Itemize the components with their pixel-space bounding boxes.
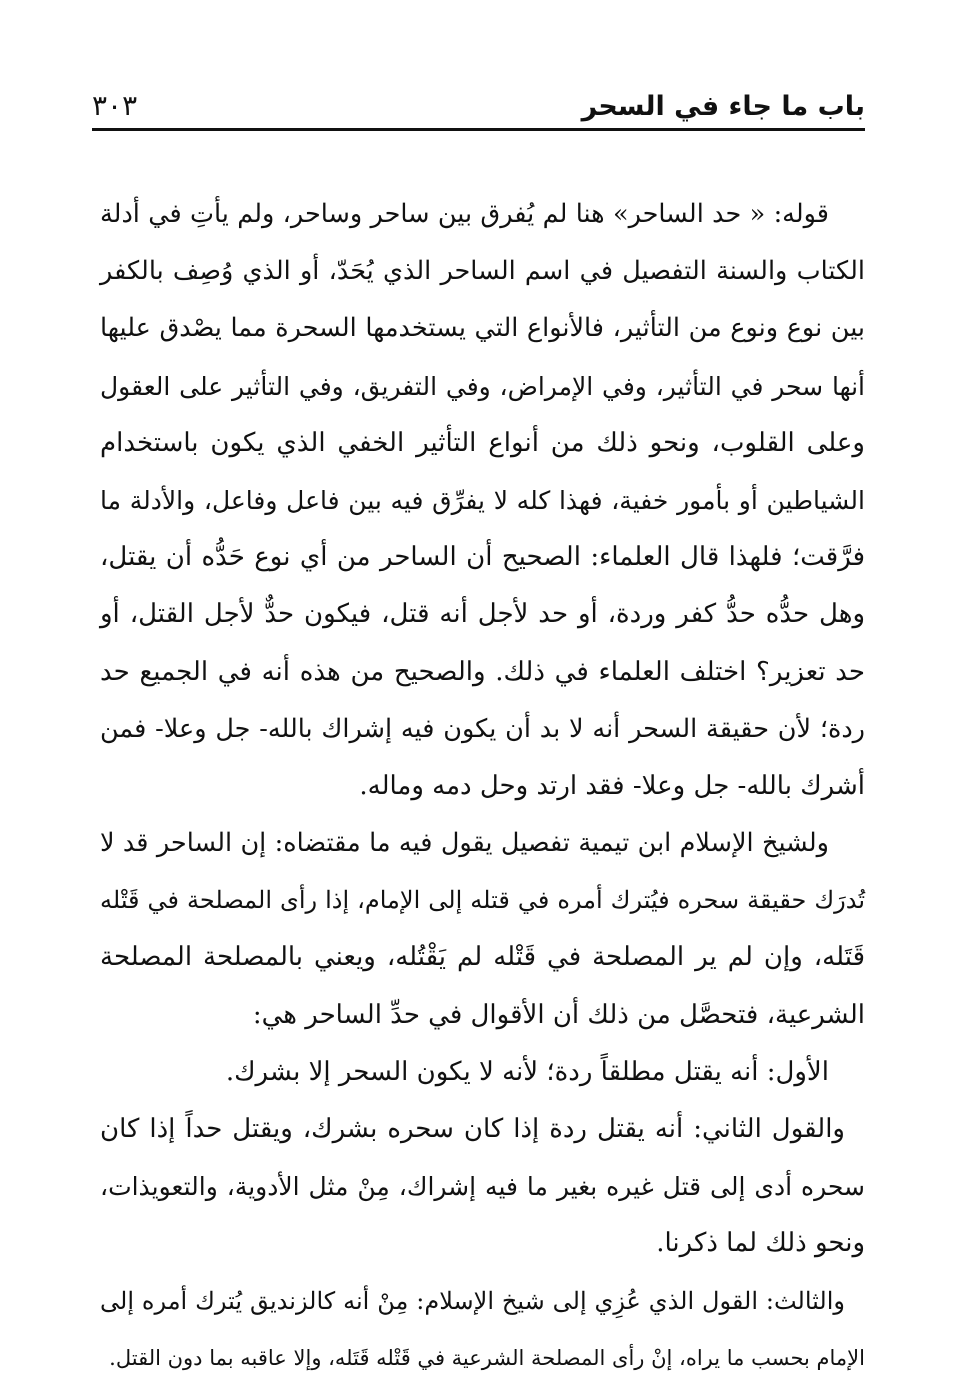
paragraph-2 <box>100 815 865 1044</box>
text-line: ونحو ذلك لما ذكرنا. <box>656 1228 865 1259</box>
text-line: والثالث: القول الذي عُزِي إلى شيخ الإسلام: مِنْ أنه كالزنديق يُترك أمره إلى <box>100 1286 845 1315</box>
text-line: قوله: « حد الساحر» هنا لم يُفرق بين ساحر وساحر، ولم يأتِ في أدلة <box>100 199 829 229</box>
page-number: ٣٠٣ <box>92 89 138 122</box>
text-line: ردة؛ لأن حقيقة السحر أنه لا بد أن يكون فيه إشراك بالله- جل وعلا- فمن <box>100 713 865 744</box>
text-line: قَتَله، وإن لم ير المصلحة في قَتْله لم يَقْتُله، ويعني بالمصلحة المصلحة <box>100 942 865 973</box>
text-line: أنها سحر في التأثير، وفي الإمراض، وفي التفريق، وفي التأثير على العقول <box>100 371 865 401</box>
paragraph-1 <box>100 186 865 815</box>
text-line: الشياطين أو بأمور خفية، فهذا كله لا يفرِّق فيه بين فاعل وفاعل، والأدلة ما <box>100 485 865 515</box>
text-line: وهل حدُّه حدُّ كفر وردة، أو حد لأجل أنه قتل، فيكون حدٌّ لأجل القتل، أو <box>100 599 865 630</box>
paragraph-3 <box>100 1044 865 1101</box>
text-line: فرَّقت؛ فلهذا قال العلماء: الصحيح أن الساحر من أي نوع حَدُّه أن يقتل، <box>100 542 865 573</box>
text-line: ولشيخ الإسلام ابن تيمية تفصيل يقول فيه ما مقتضاه: إن الساحر قد لا <box>100 828 829 859</box>
text-line: أشرك بالله- جل وعلا- فقد ارتد وحل دمه وماله. <box>359 770 865 801</box>
page-header <box>92 82 865 131</box>
text-line: الكتاب والسنة التفصيل في اسم الساحر الذي يُحَدّ، أو الذي وُصِف بالكفر <box>100 256 865 287</box>
paragraph-5 <box>100 1273 865 1387</box>
chapter-title: باب ما جاء في السحر <box>581 91 865 122</box>
text-line: حد تعزير؟ اختلف العلماء في ذلك. والصحيح من هذه أنه في الجميع حد <box>100 656 865 687</box>
text-line: وعلى القلوب، ونحو ذلك من أنواع التأثير الخفي الذي يكون باستخدام <box>100 427 865 458</box>
text-line: سحره أدى إلى قتل غيره بغير ما فيه إشراك، مِنْ مثل الأدوية، والتعويذات، <box>100 1172 865 1202</box>
paragraph-4 <box>100 1101 865 1273</box>
text-line: الشرعية، فتحصَّل من ذلك أن الأقوال في حدِّ الساحر هي: <box>252 999 865 1030</box>
text-line: الإمام بحسب ما يراه، إنْ رأى المصلحة الشرعية في قَتْله قَتَله، وإلا عاقبه بما دون القتل. <box>109 1345 865 1370</box>
body-text <box>100 186 865 1387</box>
text-line: بين نوع ونوع من التأثير، فالأنواع التي يستخدمها السحرة مما يصْدق عليها <box>100 313 865 344</box>
text-line: والقول الثاني: أنه يقتل ردة إذا كان سحره بشرك، ويقتل حداً إذا كان <box>100 1114 845 1144</box>
text-line: الأول: أنه يقتل مطلقاً ردة؛ لأنه لا يكون السحر إلا بشرك. <box>225 1056 829 1087</box>
text-line: تُدرَك حقيقة سحره فيُترك أمره في قتله إلى الإمام، إذا رأى المصلحة في قَتْله <box>100 886 865 915</box>
